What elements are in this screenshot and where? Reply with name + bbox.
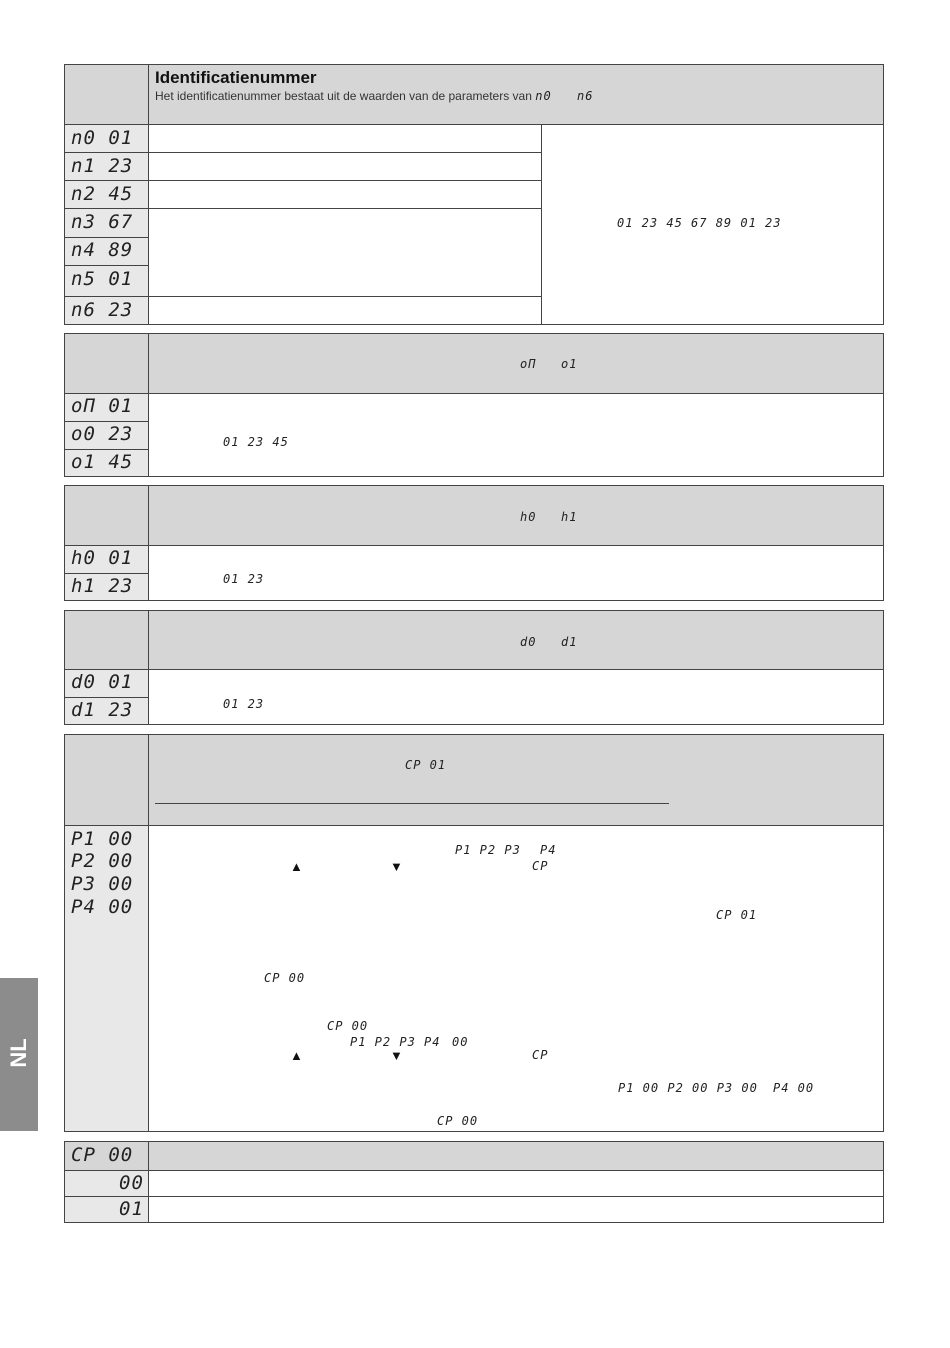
id-header-side — [65, 65, 149, 124]
id-full-value: 01 23 45 67 89 01 23 — [617, 216, 782, 230]
param-d1: d1 23 — [71, 699, 134, 721]
d-table — [64, 610, 884, 725]
p-line7: P1 00 P2 00 P3 00 — [618, 1081, 758, 1095]
p-cp01: CP 01 — [716, 908, 758, 922]
o-value: 01 23 45 — [223, 435, 289, 449]
id-title: Identificatienummer — [155, 68, 317, 87]
o-header-from: oΠ — [520, 357, 537, 371]
cp-option-00: 00 — [119, 1172, 144, 1194]
param-h1: h1 23 — [71, 575, 134, 597]
language-tab — [0, 978, 38, 1131]
h-value: 01 23 — [223, 572, 265, 586]
p-table — [64, 734, 884, 1132]
param-n5: n5 01 — [71, 268, 134, 290]
param-n0: n0 01 — [71, 127, 134, 149]
param-n1: n1 23 — [71, 155, 134, 177]
p-line1: P1 P2 P3 — [455, 843, 521, 857]
d-header-from: d0 — [520, 635, 537, 649]
param-n2: n2 45 — [71, 183, 134, 205]
p-line5b: 00 — [452, 1035, 469, 1049]
language-tab-label: NL — [6, 1038, 31, 1068]
o-header-to: o1 — [561, 357, 578, 371]
d-value: 01 23 — [223, 697, 265, 711]
h-header-to: h1 — [561, 510, 578, 524]
p-line5: P1 P2 P3 P4 — [350, 1035, 441, 1049]
param-n6: n6 23 — [71, 299, 134, 321]
param-cp: CP 00 — [71, 1144, 134, 1166]
h-table — [64, 485, 884, 601]
p-line1b: P4 — [540, 843, 557, 857]
param-d0: d0 01 — [71, 671, 134, 693]
param-o0: o0 23 — [71, 423, 134, 445]
param-p1: P1 00 — [71, 828, 134, 850]
param-p4: P4 00 — [71, 896, 134, 918]
param-o1: o1 45 — [71, 451, 134, 473]
p-cp00-b: CP 00 — [327, 1019, 369, 1033]
p-cp-2: CP — [532, 1048, 549, 1062]
h-header-from: h0 — [520, 510, 537, 524]
param-p3: P3 00 — [71, 873, 134, 895]
p-header-rule — [155, 803, 669, 804]
down-arrow-icon: ▼ — [390, 859, 403, 874]
param-n3: n3 67 — [71, 211, 134, 233]
d-header-to: d1 — [561, 635, 578, 649]
param-o-pi: oΠ 01 — [71, 395, 134, 417]
p-cp00-c: CP 00 — [437, 1114, 479, 1128]
cp-table — [64, 1141, 884, 1223]
param-p2: P2 00 — [71, 850, 134, 872]
p-line7b: P4 00 — [773, 1081, 815, 1095]
id-table — [64, 64, 884, 325]
p-header-code: CP 01 — [405, 758, 447, 772]
id-subtitle: Het identificatienummer bestaat uit de waarden van de parameters van n0 n6 — [155, 89, 594, 103]
cp-option-01: 01 — [119, 1198, 144, 1220]
up-arrow-icon-2: ▲ — [290, 1048, 303, 1063]
down-arrow-icon-2: ▼ — [390, 1048, 403, 1063]
o-table — [64, 333, 884, 477]
p-cp00-a: CP 00 — [264, 971, 306, 985]
param-n4: n4 89 — [71, 239, 134, 261]
param-h0: h0 01 — [71, 547, 134, 569]
up-arrow-icon: ▲ — [290, 859, 303, 874]
p-cp-1: CP — [532, 859, 549, 873]
